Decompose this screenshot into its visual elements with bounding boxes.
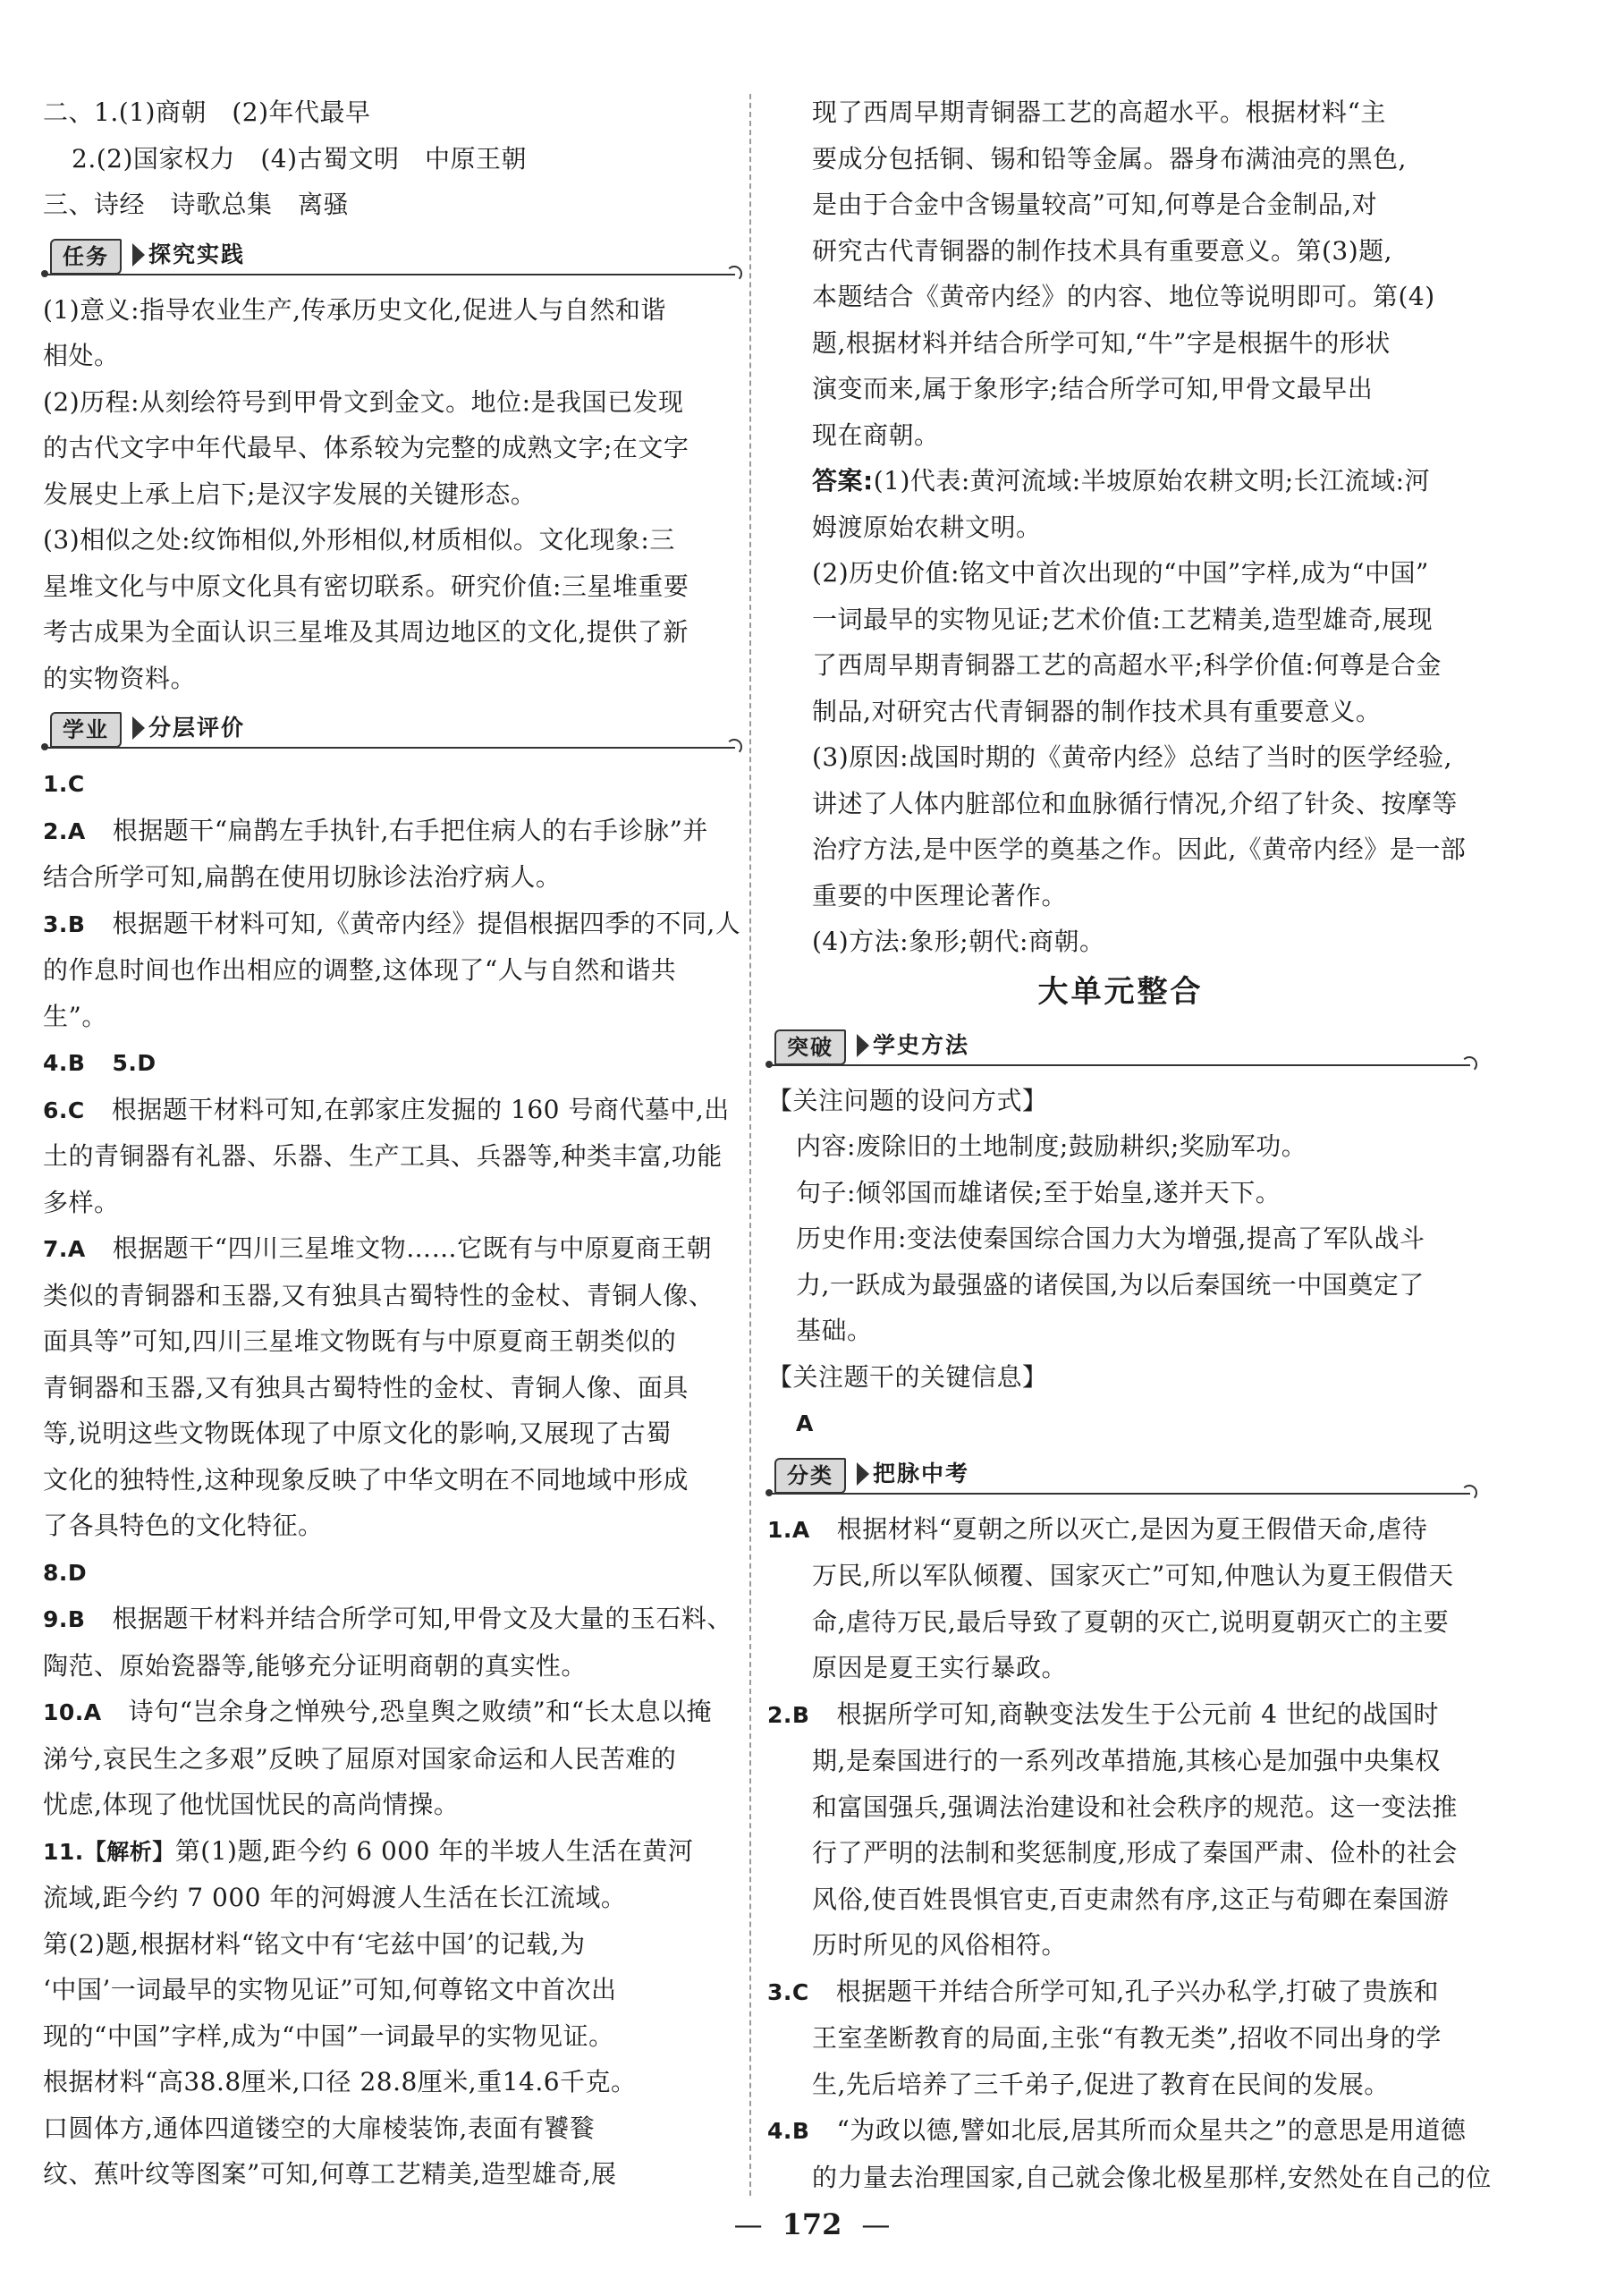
item-number: 3.C: [767, 1978, 809, 2005]
section-subtitle: 把脉中考: [873, 1460, 970, 1487]
section-tag: 学业: [50, 712, 122, 748]
list-item: [767, 2107, 1474, 2155]
item-text: 和富国强兵,强调法治建设和社会秩序的规范。这一变法推: [812, 1791, 1458, 1822]
item-text: 生,先后培养了三千弟子,促进了教育在民间的发展。: [812, 2069, 1390, 2099]
item-text: 现的“中国”字样,成为“中国”一词最早的实物见证。: [43, 2020, 614, 2051]
text-line: 演变而来,属于象形字;结合所学可知,甲骨文最早出: [812, 374, 1374, 403]
text-line: (1)意义:指导农业生产,传承历史文化,促进人与自然和谐: [43, 294, 666, 325]
text-line: 姆渡原始农耕文明。: [812, 512, 1042, 542]
text-line: (3)相似之处:纹饰相似,外形相似,材质相似。文化现象:三: [43, 525, 675, 555]
text-line: 了西周早期青铜器工艺的高超水平;科学价值:何尊是合金: [812, 650, 1442, 680]
text-line: 讲述了人体内脏部位和血脉循行情况,介绍了针灸、按摩等: [812, 788, 1458, 818]
text-line: (2)历程:从刻绘符号到甲骨文到金文。地位:是我国已发现: [43, 386, 684, 417]
item-text: 根据题干“四川三星堆文物……它既有与中原夏商王朝: [112, 1233, 713, 1263]
item-text: 诗句“岂余身之惮殃兮,恐皇舆之败绩”和“长太息以掩: [128, 1697, 712, 1726]
item-text: 文化的独特性,这种现象反映了中华文明在不同地域中形成: [43, 1464, 689, 1495]
text-line: 力,一跃成为最强盛的诸侯国,为以后秦国统一中国奠定了: [796, 1269, 1425, 1300]
answer-text: (1)代表:黄河流域:半坡原始农耕文明;长江流域:河: [873, 466, 1431, 496]
item-text: 生”。: [43, 1001, 107, 1031]
text-line: 现在商朝。: [812, 419, 940, 450]
item-number: 2.B: [767, 1701, 810, 1728]
list-item: [43, 808, 739, 855]
text-line: 星堆文化与中原文化具有密切联系。研究价值:三星堆重要: [43, 571, 689, 601]
item-number: 3.B: [43, 911, 86, 937]
arrow-icon: [857, 1462, 869, 1486]
footer-dash-right: —: [861, 2207, 891, 2241]
item-text: 根据题干材料可知,《黄帝内经》提倡根据四季的不同,人: [112, 908, 741, 938]
item-number: 8.D: [43, 1559, 88, 1586]
item-text: 根据所学可知,商鞅变法发生于公元前 4 世纪的战国时: [836, 1698, 1439, 1729]
curl-ornament: [726, 739, 742, 755]
item-text: 根据材料“高38.8厘米,口径 28.8厘米,重14.6千克。: [43, 2067, 637, 2096]
intro-line-3: 三、诗经 诗歌总集 离骚: [43, 190, 350, 219]
item-text: ‘中国’一词最早的实物见证”可知,何尊铭文中首次出: [43, 1975, 617, 2004]
item-text: 行了严明的法制和奖惩制度,形成了秦国严肃、俭朴的社会: [812, 1838, 1458, 1868]
text-line: 发展史上承上启下;是汉字发展的关键形态。: [43, 479, 537, 509]
text-line: 句子:倾邻国而雄诸侯;至于始皇,遂并天下。: [796, 1177, 1281, 1207]
item-text: 口圆体方,通体四道镂空的大扉棱装饰,表面有饕餮: [43, 2113, 596, 2143]
item-text: 的力量去治理国家,自己就会像北极星那样,安然处在自己的位: [812, 2162, 1492, 2192]
section-header-method: [767, 1022, 1474, 1074]
section-header-eval: [43, 705, 739, 757]
task-answers: [43, 287, 739, 702]
curl-ornament: [1461, 1056, 1477, 1072]
method-heading: 【关注问题的设问方式】: [767, 1085, 1048, 1115]
item-text: 命,虐待万民,最后导致了夏朝的灭亡,说明夏朝灭亡的主要: [812, 1606, 1450, 1637]
item-text: 原因是夏王实行暴政。: [812, 1653, 1068, 1682]
arrow-icon: [132, 243, 145, 267]
list-item: [767, 1506, 1474, 1554]
list-item: [43, 1596, 739, 1643]
item-text: 了各具特色的文化特征。: [43, 1511, 324, 1540]
intro-line-2: 2.(2)国家权力 (4)古蜀文明 中原王朝: [72, 143, 528, 174]
exam-list: [767, 1506, 1492, 2201]
list-item: [43, 1828, 739, 1876]
list-item: [43, 1039, 739, 1087]
section-tag: 分类: [774, 1458, 846, 1494]
item-text: 风俗,使百姓畏惧官吏,百吏肃然有序,这正与荀卿在秦国游: [812, 1884, 1450, 1914]
item-number: 4.B: [767, 2118, 810, 2144]
list-item: [43, 760, 739, 808]
item-text: 的作息时间也作出相应的调整,这体现了“人与自然和谐共: [43, 955, 677, 985]
page-number: 172: [782, 2207, 842, 2241]
text-line: 研究古代青铜器的制作技术具有重要意义。第(3)题,: [812, 235, 1393, 266]
text-line: 的实物资料。: [43, 663, 197, 693]
item-text: 忧虑,体现了他忧国忧民的高尚情操。: [43, 1790, 460, 1819]
item-text: 面具等”可知,四川三星堆文物既有与中原夏商王朝类似的: [43, 1326, 677, 1356]
text-line: 治疗方法,是中医学的奠基之作。因此,《黄帝内经》是一部: [812, 834, 1467, 864]
text-line: 历史作用:变法使秦国综合国力大为增强,提高了军队战斗: [796, 1224, 1425, 1253]
item-text: 根据材料“夏朝之所以灭亡,是因为夏王假借天命,虐待: [836, 1513, 1428, 1544]
left-column: [43, 89, 739, 2198]
item-number: 7.A: [43, 1236, 86, 1262]
item-text: 陶范、原始瓷器等,能够充分证明商朝的真实性。: [43, 1650, 587, 1681]
item-text: 多样。: [43, 1187, 120, 1217]
list-item: [767, 1969, 1474, 2016]
section-subtitle: 探究实践: [148, 241, 246, 267]
item-text: 根据题干并结合所学可知,孔子兴办私学,打破了贵族和: [835, 1976, 1440, 2006]
arrow-icon: [857, 1034, 869, 1057]
text-line: 重要的中医理论著作。: [812, 880, 1068, 911]
item-text: 土的青铜器有礼器、乐器、生产工具、兵器等,种类丰富,功能: [43, 1141, 723, 1171]
arrow-icon: [132, 716, 145, 740]
text-line: (2)历史价值:铭文中首次出现的“中国”字样,成为“中国”: [812, 558, 1429, 588]
text-line: 的古代文字中年代最早、体系较为完整的成熟文字;在文字: [43, 433, 689, 462]
list-item: [43, 1225, 739, 1273]
list-item: [43, 1087, 739, 1134]
text-line: (4)方法:象形;朝代:商朝。: [812, 927, 1105, 956]
answer-letter: A: [796, 1410, 814, 1436]
item-text: 王室垄断教育的局面,主张“有教无类”,招收不同出身的学: [812, 2023, 1442, 2053]
item-number: 11.【解析】: [43, 1838, 175, 1865]
footer-dash-left: —: [733, 2207, 763, 2241]
text-line: 是由于合金中含锡量较高”可知,何尊是合金制品,对: [812, 190, 1378, 219]
section-header-exam: [767, 1451, 1474, 1503]
text-line: 内容:废除旧的土地制度;鼓励耕织;奖励军功。: [796, 1131, 1307, 1161]
header-rule: [43, 747, 735, 749]
method-answer: [767, 1400, 1474, 1447]
item-text: 类似的青铜器和玉器,又有独具古蜀特性的金杖、青铜人像、: [43, 1280, 715, 1310]
item-number: 2.A: [43, 817, 86, 844]
answer-label: 答案:: [812, 466, 874, 496]
column-divider: [749, 94, 751, 2196]
text-line: 本题结合《黄帝内经》的内容、地位等说明即可。第(4): [812, 282, 1435, 311]
right-column: [767, 89, 1492, 2200]
section-subtitle: 分层评价: [148, 715, 246, 741]
header-rule: [43, 274, 735, 275]
header-rule: [767, 1064, 1470, 1066]
unit-title: 大单元整合: [1037, 973, 1204, 1010]
curl-ornament: [1461, 1485, 1477, 1501]
section-subtitle: 学史方法: [873, 1031, 970, 1058]
item-text: 根据题干材料可知,在郭家庄发掘的 160 号商代墓中,出: [111, 1094, 730, 1124]
text-line: 基础。: [796, 1316, 873, 1345]
method-block: [767, 1078, 1474, 1447]
item-text: 流域,距今约 7 000 年的河姆渡人生活在长江流域。: [43, 1883, 627, 1912]
eval-list: [43, 760, 739, 2198]
item-text: 根据题干材料并结合所学可知,甲骨文及大量的玉石料、: [112, 1604, 732, 1633]
curl-ornament: [726, 266, 742, 282]
section-tag: 任务: [50, 239, 122, 275]
list-item: [43, 901, 739, 948]
page-footer: [0, 2207, 1624, 2241]
item-number: 5.D: [112, 1050, 156, 1076]
list-item: [43, 1549, 739, 1597]
text-line: 现了西周早期青铜器工艺的高超水平。根据材料“主: [812, 97, 1386, 127]
method-heading: 【关注题干的关键信息】: [767, 1361, 1048, 1392]
item-number: 10.A: [43, 1699, 102, 1725]
text-line: 相处。: [43, 341, 120, 370]
item-text: 期,是秦国进行的一系列改革措施,其核心是加强中央集权: [812, 1746, 1441, 1775]
answer-line: [767, 458, 1474, 504]
item-text: 涕兮,哀民生之多艰”反映了屈原对国家命运和人民苦难的: [43, 1743, 677, 1774]
item-text: 万民,所以军队倾覆、国家灭亡”可知,仲虺认为夏王假借天: [812, 1561, 1454, 1590]
text-line: 要成分包括铜、锡和铅等金属。器身布满油亮的黑色,: [812, 143, 1407, 174]
item-text: 第(1)题,距今约 6 000 年的半坡人生活在黄河: [174, 1835, 694, 1866]
item-text: 结合所学可知,扁鹊在使用切脉诊法治疗病人。: [43, 862, 562, 892]
item-text: 根据题干“扁鹊左手执针,右手把住病人的右手诊脉”并: [112, 815, 708, 845]
item-number: 1.C: [43, 771, 85, 797]
header-rule: [767, 1493, 1470, 1495]
text-line: 题,根据材料并结合所学可知,“牛”字是根据牛的形状: [812, 327, 1391, 358]
list-item: [767, 1691, 1474, 1739]
item-number: 9.B: [43, 1606, 86, 1632]
text-line: 一词最早的实物见证;艺术价值:工艺精美,造型雄奇,展现: [812, 604, 1434, 634]
item-text: “为政以德,譬如北辰,居其所而众星共之”的意思是用道德: [836, 2115, 1467, 2145]
item-number: 1.A: [767, 1516, 810, 1543]
item-text: 历时所见的风俗相符。: [812, 1930, 1068, 1960]
item-text: 等,说明这些文物既体现了中原文化的影响,又展现了古蜀: [43, 1419, 672, 1448]
intro-line-1: 二、1.(1)商朝 (2)年代最早: [43, 97, 371, 127]
continued-explanation: [767, 89, 1474, 458]
text-line: 制品,对研究古代青铜器的制作技术具有重要意义。: [812, 696, 1382, 726]
text-line: 考古成果为全面认识三星堆及其周边地区的文化,提供了新: [43, 617, 689, 647]
item-text: 青铜器和玉器,又有独具古蜀特性的金杖、青铜人像、面具: [43, 1372, 689, 1402]
list-item: [43, 1689, 739, 1736]
section-header-task: [43, 232, 739, 284]
item-text: 第(2)题,根据材料“铭文中有‘宅兹中国’的记载,为: [43, 1928, 586, 1959]
item-number: 4.B: [43, 1050, 86, 1076]
answer-block: [767, 458, 1474, 965]
text-line: (3)原因:战国时期的《黄帝内经》总结了当时的医学经验,: [812, 742, 1452, 772]
item-text: 纹、蕉叶纹等图案”可知,何尊工艺精美,造型雄奇,展: [43, 2159, 617, 2189]
item-number: 6.C: [43, 1097, 85, 1123]
section-tag: 突破: [774, 1029, 846, 1065]
